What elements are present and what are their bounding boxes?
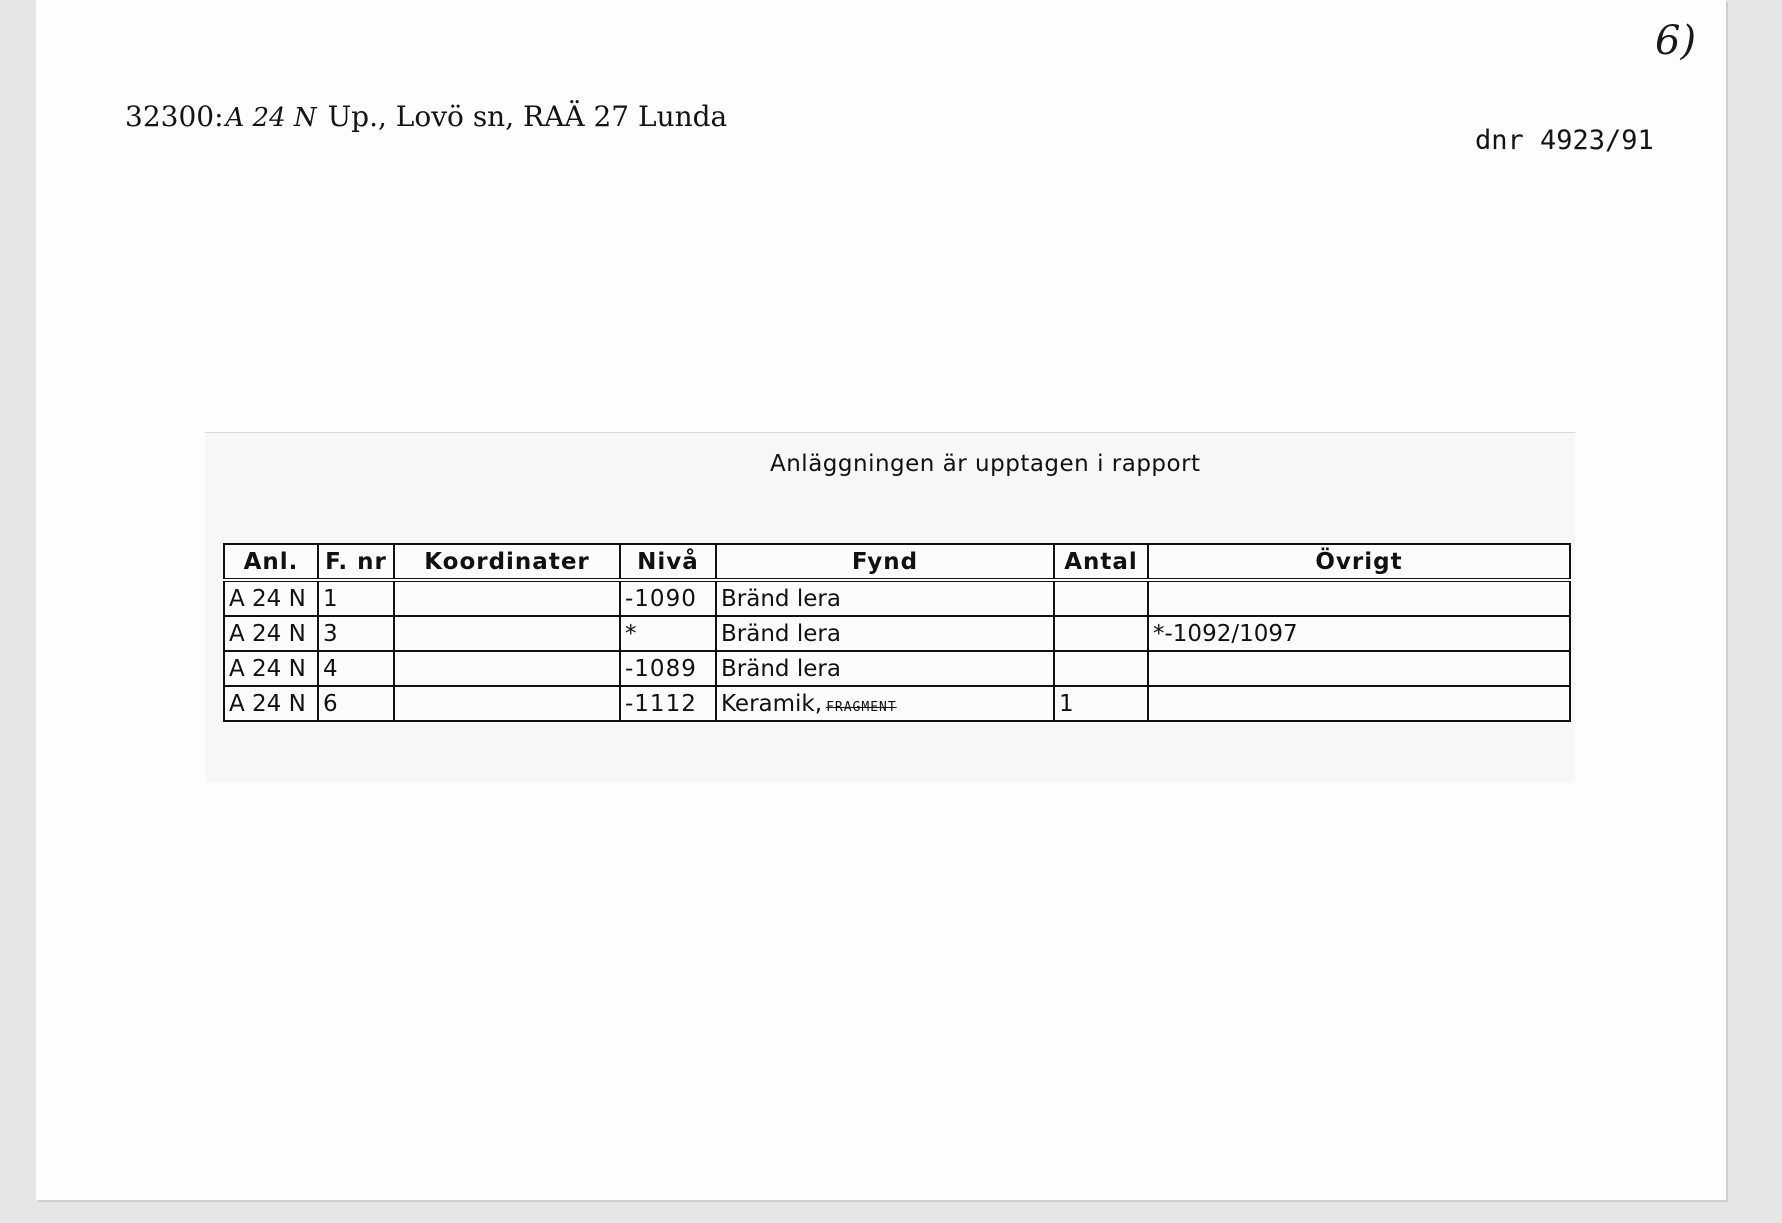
cell-anl: A 24 N: [224, 686, 318, 721]
table-header-row: [224, 544, 1570, 580]
column-header-fynd: Fynd: [716, 544, 1054, 580]
cell-antal: 1: [1054, 686, 1148, 721]
column-header-niva: Nivå: [620, 544, 716, 580]
fynd-text: Bränd lera: [721, 655, 841, 682]
column-header-antal: Antal: [1054, 544, 1148, 580]
cell-niva: -1112: [620, 686, 716, 721]
cell-ovrigt: *-1092/1097: [1148, 616, 1570, 651]
finds-slip: [205, 432, 1575, 783]
fynd-text: Bränd lera: [721, 585, 841, 612]
table-row: [224, 651, 1570, 686]
cell-anl: A 24 N: [224, 580, 318, 616]
table-row: [224, 580, 1570, 616]
cell-niva: -1090: [620, 580, 716, 616]
column-header-koordinater: Koordinater: [394, 544, 620, 580]
cell-ovrigt: [1148, 686, 1570, 721]
location-text: Up., Lovö sn, RAÄ 27 Lunda: [327, 100, 728, 133]
cell-anl: A 24 N: [224, 616, 318, 651]
cell-fnr: 1: [318, 580, 394, 616]
registration-number: dnr 4923/91: [1475, 125, 1654, 156]
cell-antal: [1054, 580, 1148, 616]
fynd-note: FRAGMENT: [826, 699, 897, 715]
cell-koordinater: [394, 616, 620, 651]
cell-koordinater: [394, 580, 620, 616]
cell-fnr: 6: [318, 686, 394, 721]
cell-ovrigt: [1148, 580, 1570, 616]
column-header-fnr: F. nr: [318, 544, 394, 580]
cell-fynd: [716, 580, 1054, 616]
cell-niva: -1089: [620, 651, 716, 686]
cell-niva: *: [620, 616, 716, 651]
column-header-anl: Anl.: [224, 544, 318, 580]
fynd-text: Bränd lera: [721, 620, 841, 647]
cell-fynd: [716, 686, 1054, 721]
page-number: 6): [1655, 18, 1697, 64]
cell-fnr: 3: [318, 616, 394, 651]
column-header-ovrigt: Övrigt: [1148, 544, 1570, 580]
cell-antal: [1054, 616, 1148, 651]
handwritten-feature-id: A 24 N: [225, 103, 317, 133]
cell-anl: A 24 N: [224, 651, 318, 686]
cell-fnr: 4: [318, 651, 394, 686]
table-row: [224, 616, 1570, 651]
cell-koordinater: [394, 686, 620, 721]
finds-table: [223, 543, 1571, 722]
catalogue-number: 32300:: [125, 100, 224, 133]
table-row: [224, 686, 1570, 721]
catalogue-header: [125, 100, 727, 133]
cell-antal: [1054, 651, 1148, 686]
fynd-text: Keramik,: [721, 690, 823, 717]
cell-ovrigt: [1148, 651, 1570, 686]
cell-koordinater: [394, 651, 620, 686]
slip-title: Anläggningen är upptagen i rapport: [770, 451, 1201, 477]
cell-fynd: [716, 616, 1054, 651]
cell-fynd: [716, 651, 1054, 686]
